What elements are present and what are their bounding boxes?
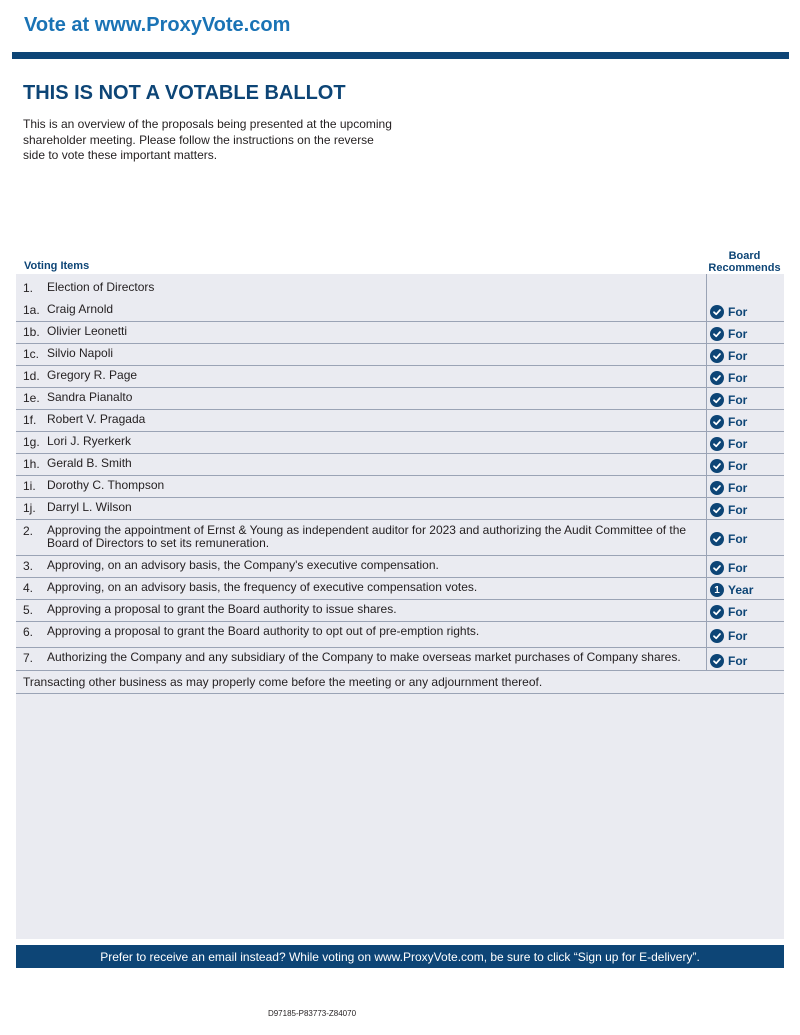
board-recommendation — [710, 532, 747, 546]
voting-item-row — [16, 520, 784, 556]
item-number: 1h. — [23, 457, 40, 471]
board-recommendation — [710, 415, 747, 429]
board-recommendation — [710, 481, 747, 495]
item-text: Election of Directors — [47, 280, 155, 294]
voting-item-row — [16, 498, 784, 520]
item-text: Approving a proposal to grant the Board authority to opt out of pre-emption rights. — [47, 624, 480, 638]
item-number: 2. — [23, 524, 34, 538]
item-number: 1i. — [23, 479, 36, 493]
checkmark-icon — [710, 415, 724, 429]
item-text: Approving the appointment of Ernst & Young as independent auditor for 2023 and authorizing the Audit Committee of the Board of Directors to set its remuneration. — [47, 523, 687, 550]
checkmark-icon — [710, 561, 724, 575]
edelivery-banner: Prefer to receive an email instead? While voting on www.ProxyVote.com, be sure to click “Sign up for E-delivery”. — [16, 945, 784, 968]
checkmark-icon — [710, 393, 724, 407]
recommendation-label: For — [728, 503, 748, 517]
checkmark-icon — [710, 349, 724, 363]
recommendation-label: For — [728, 415, 748, 429]
item-number: 1a. — [23, 303, 40, 317]
voting-item-row — [16, 322, 784, 344]
item-text: Approving, on an advisory basis, the frequency of executive compensation votes. — [47, 580, 478, 594]
board-recommendation — [710, 349, 747, 363]
number-one-icon: 1 — [710, 583, 724, 597]
board-recommendation — [710, 459, 747, 473]
item-number: 1d. — [23, 369, 40, 383]
item-number: 7. — [23, 651, 34, 665]
voting-item-row — [16, 344, 784, 366]
recommendation-label: For — [728, 437, 748, 451]
checkmark-icon — [710, 459, 724, 473]
item-number: 1j. — [23, 501, 36, 515]
item-number: 1b. — [23, 325, 40, 339]
board-recommendation — [710, 654, 747, 668]
item-number: 1f. — [23, 413, 37, 427]
voting-item-row — [16, 600, 784, 622]
item-text: Gregory R. Page — [47, 368, 138, 382]
other-business-text: Transacting other business as may properly come before the meeting or any adjournment thereof. — [23, 675, 543, 689]
voting-item-row — [16, 410, 784, 432]
recommendation-label: For — [728, 629, 748, 643]
board-recommends-header — [703, 250, 786, 274]
recommendation-label: For — [728, 481, 748, 495]
voting-item-row — [16, 648, 784, 671]
voting-item-row — [16, 578, 784, 600]
voting-item-row — [16, 454, 784, 476]
item-number: 6. — [23, 625, 34, 639]
voting-item-row — [16, 476, 784, 498]
board-recommendation — [710, 503, 747, 517]
board-recommendation — [710, 629, 747, 643]
recommendation-label: For — [728, 654, 748, 668]
recommendation-label: For — [728, 605, 748, 619]
item-text: Approving, on an advisory basis, the Company's executive compensation. — [47, 558, 439, 572]
board-recommendation — [710, 583, 753, 597]
item-text: Robert V. Pragada — [47, 412, 146, 426]
item-text: Lori J. Ryerkerk — [47, 434, 132, 448]
document-code: D97185-P83773-Z84070 — [267, 1009, 357, 1018]
ballot-title: THIS IS NOT A VOTABLE BALLOT — [23, 82, 346, 104]
item-text: Sandra Pianalto — [47, 390, 133, 404]
item-text: Gerald B. Smith — [47, 456, 132, 470]
item-text: Craig Arnold — [47, 302, 114, 316]
recommendation-label: Year — [728, 583, 754, 597]
board-recommendation — [710, 437, 747, 451]
voting-items-header: Voting Items — [24, 260, 90, 272]
recommendation-label: For — [728, 305, 748, 319]
item-text: Silvio Napoli — [47, 346, 114, 360]
item-number: 1g. — [23, 435, 40, 449]
checkmark-icon — [710, 305, 724, 319]
voting-item-row — [16, 556, 784, 578]
checkmark-icon — [710, 654, 724, 668]
board-recommends-line2: Recommends — [708, 262, 781, 274]
voting-item-row — [16, 432, 784, 454]
checkmark-icon — [710, 503, 724, 517]
recommendation-label: For — [728, 459, 748, 473]
board-recommendation — [710, 605, 747, 619]
header-divider — [12, 52, 789, 59]
voting-item-row — [16, 388, 784, 410]
recommendation-label: For — [728, 349, 748, 363]
voting-item-row — [16, 366, 784, 388]
checkmark-icon — [710, 532, 724, 546]
item-number: 1e. — [23, 391, 40, 405]
item-text: Dorothy C. Thompson — [47, 478, 165, 492]
board-recommendation — [710, 371, 747, 385]
checkmark-icon — [710, 327, 724, 341]
section-election-of-directors — [16, 280, 784, 300]
recommendation-label: For — [728, 371, 748, 385]
item-number: 1. — [23, 281, 34, 295]
board-recommendation — [710, 561, 747, 575]
voting-item-row — [16, 622, 784, 648]
item-number: 4. — [23, 581, 34, 595]
checkmark-icon — [710, 605, 724, 619]
item-text: Authorizing the Company and any subsidiary of the Company to make overseas market purchases of Company shares. — [47, 650, 681, 664]
recommendation-label: For — [728, 561, 748, 575]
intro-text: This is an overview of the proposals being presented at the upcoming shareholder meeting. Please follow the instructions on the reverse side to vote these important matters. — [23, 117, 392, 162]
item-number: 5. — [23, 603, 34, 617]
item-number: 3. — [23, 559, 34, 573]
header-title: Vote at www.ProxyVote.com — [24, 14, 291, 36]
checkmark-icon — [710, 371, 724, 385]
recommendation-label: For — [728, 532, 748, 546]
item-text: Darryl L. Wilson — [47, 500, 132, 514]
recommendation-label: For — [728, 327, 748, 341]
board-recommendation — [710, 393, 747, 407]
checkmark-icon — [710, 437, 724, 451]
item-number: 1c. — [23, 347, 40, 361]
checkmark-icon — [710, 629, 724, 643]
item-text: Olivier Leonetti — [47, 324, 128, 338]
recommendation-label: For — [728, 393, 748, 407]
item-text: Approving a proposal to grant the Board authority to issue shares. — [47, 602, 397, 616]
board-recommendation — [710, 327, 747, 341]
board-recommends-line1: Board — [728, 250, 761, 262]
voting-item-row — [16, 300, 784, 322]
board-recommendation — [710, 305, 747, 319]
checkmark-icon — [710, 481, 724, 495]
other-business-row — [16, 671, 784, 694]
